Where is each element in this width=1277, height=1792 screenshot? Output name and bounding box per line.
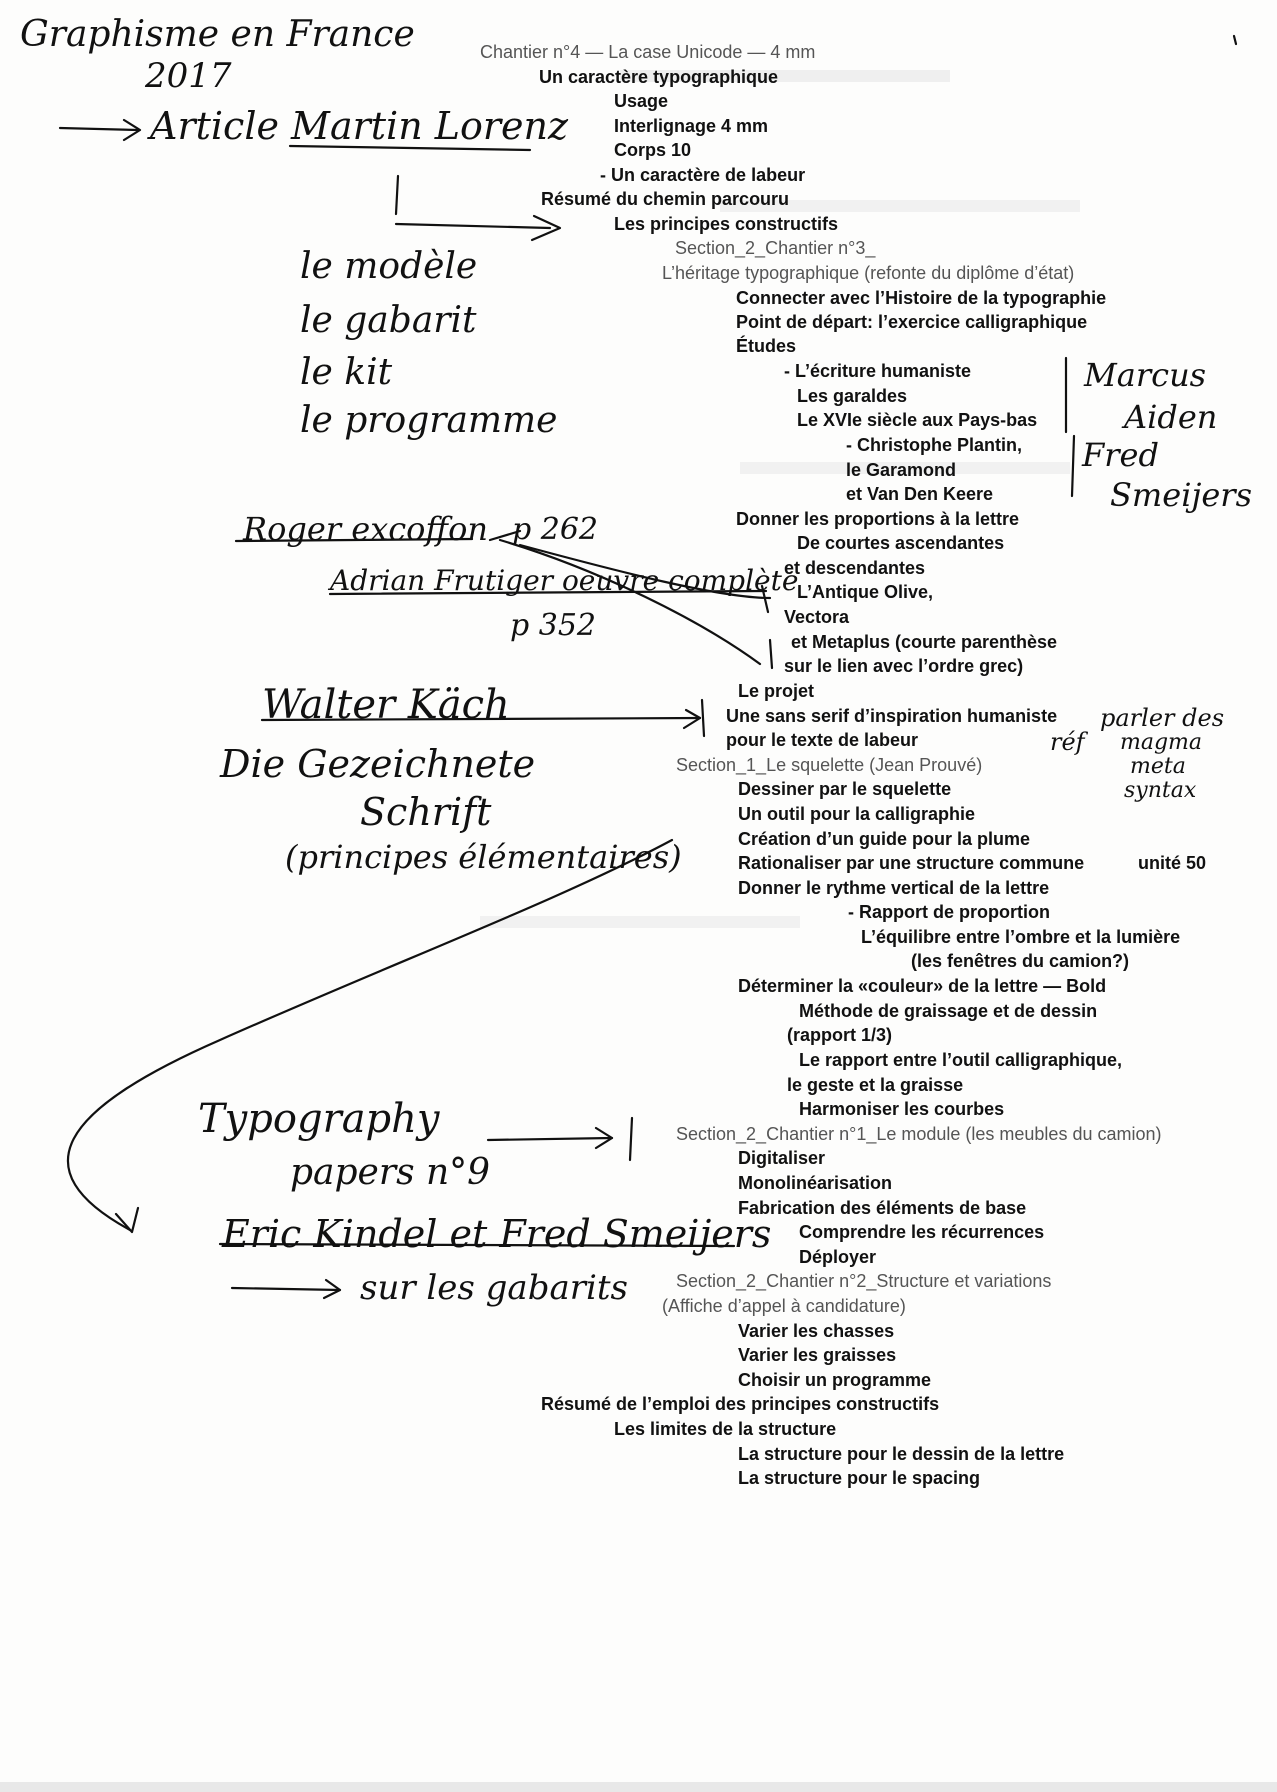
handwritten-margin-note: syntax — [1124, 778, 1197, 803]
outline-line: Une sans serif d’inspiration humaniste — [726, 706, 1058, 726]
handwritten-note: 2017 — [145, 56, 232, 96]
outline-line: L’équilibre entre l’ombre et la lumière — [861, 927, 1181, 947]
section-subheading: (Affiche d’appel à candidature) — [662, 1296, 906, 1316]
outline-line: et Metaplus (courte parenthèse — [791, 632, 1058, 652]
stray-mark — [1234, 36, 1236, 44]
outline-line: Connecter avec l’Histoire de la typographie — [736, 288, 1107, 308]
outline-line: Méthode de graissage et de dessin — [799, 1001, 1098, 1021]
outline-line: Dessiner par le squelette — [738, 779, 952, 799]
page-header: Chantier n°4 — La case Unicode — 4 mm — [480, 42, 816, 62]
outline-line: La structure pour le dessin de la lettre — [738, 1444, 1065, 1464]
handwritten-note: Schrift — [360, 790, 492, 834]
handwritten-margin-note: meta — [1130, 754, 1186, 779]
outline-line: - Rapport de proportion — [848, 902, 1050, 922]
outline-line: Monolinéarisation — [738, 1173, 893, 1193]
handwritten-list-item: le gabarit — [300, 300, 477, 341]
handwritten-margin-note: magma — [1120, 730, 1203, 755]
arrow-stroke — [488, 1138, 612, 1140]
bracket-stroke — [702, 700, 704, 736]
bracket-stroke — [630, 1118, 632, 1160]
handwritten-note: Graphisme en France — [20, 14, 415, 55]
handwritten-list-item: le modèle — [300, 246, 478, 287]
handwritten-margin-note: Fred — [1082, 436, 1159, 474]
outline-line: - Un caractère de labeur — [600, 165, 806, 185]
underline-stroke — [290, 146, 530, 150]
bracket-stroke — [396, 176, 398, 214]
outline-line: Déterminer la «couleur» de la lettre — Bold — [738, 976, 1107, 996]
handwritten-note: p 262 — [512, 512, 599, 547]
arrow-stroke — [262, 718, 700, 720]
outline-line: Varier les graisses — [738, 1345, 897, 1365]
arrow-stroke — [60, 128, 138, 130]
handwritten-note: Walter Käch — [262, 682, 510, 728]
handwritten-margin-note: Marcus — [1084, 356, 1207, 394]
outline-line: le Garamond — [846, 460, 957, 480]
underline-stroke — [330, 591, 766, 594]
section-subheading: L’héritage typographique (refonte du diplôme d’état) — [662, 263, 1075, 283]
outline-line: Le XVIe siècle aux Pays-bas — [797, 410, 1038, 430]
outline-line: Le rapport entre l’outil calligraphique, — [799, 1050, 1123, 1070]
outline-line: et Van Den Keere — [846, 484, 994, 504]
outline-line: pour le texte de labeur — [726, 730, 919, 750]
outline-line: Fabrication des éléments de base — [738, 1198, 1027, 1218]
handwritten-note: Typography — [198, 1096, 440, 1142]
outline-line: - L’écriture humaniste — [784, 361, 972, 381]
outline-line: Un outil pour la calligraphie — [738, 804, 976, 824]
arrow-stroke — [396, 224, 550, 228]
outline-line: Comprendre les récurrences — [799, 1222, 1045, 1242]
outline-line: Les limites de la structure — [614, 1419, 837, 1439]
outline-line: Résumé du chemin parcouru — [541, 189, 790, 209]
section-heading: Section_1_Le squelette (Jean Prouvé) — [676, 755, 983, 775]
arrow-stroke — [232, 1288, 340, 1290]
outline-line: L’Antique Olive, — [797, 582, 934, 602]
outline-line: Les principes constructifs — [614, 214, 839, 234]
handwritten-margin-note: parler des — [1100, 704, 1225, 732]
handwritten-note: Article Martin Lorenz — [150, 104, 568, 148]
handwritten-margin-note: réf — [1050, 728, 1085, 756]
outline-line: La structure pour le spacing — [738, 1468, 981, 1488]
arrow-head — [490, 531, 520, 540]
unit-note: unité 50 — [1138, 853, 1207, 873]
outline-line: Déployer — [799, 1247, 877, 1267]
outline-line: le geste et la graisse — [787, 1075, 964, 1095]
handwritten-list-item: le kit — [300, 352, 393, 393]
outline-line: Rationaliser par une structure commune — [738, 853, 1085, 873]
scan-bottom-edge — [0, 1782, 1277, 1792]
section-heading: Section_2_Chantier n°1_Le module (les meubles du camion) — [676, 1124, 1162, 1144]
outline-line: Varier les chasses — [738, 1321, 895, 1341]
section-heading: Section_2_Chantier n°2_Structure et variations — [676, 1271, 1052, 1291]
outline-line: Digitaliser — [738, 1148, 826, 1168]
outline-line: Usage — [614, 91, 669, 111]
handwritten-note: Die Gezeichnete — [220, 742, 536, 786]
handwritten-margin-note: Aiden — [1124, 398, 1218, 436]
handwritten-note: Adrian Frutiger oeuvre complète — [330, 564, 799, 597]
bracket-stroke — [770, 640, 772, 668]
outline-line: Le projet — [738, 681, 815, 701]
outline-line: Les garaldes — [797, 386, 908, 406]
arrow-stroke — [500, 540, 760, 664]
outline-line: et descendantes — [784, 558, 926, 578]
outline-line: Résumé de l’emploi des principes constructifs — [541, 1394, 940, 1414]
outline-line: - Christophe Plantin, — [846, 435, 1023, 455]
outline-line: Harmoniser les courbes — [799, 1099, 1005, 1119]
handwritten-note: Roger excoffon — [243, 510, 488, 548]
outline-line: (rapport 1/3) — [787, 1025, 893, 1045]
outline-line: Interlignage 4 mm — [614, 116, 769, 136]
handwritten-note: sur les gabarits — [360, 1268, 628, 1308]
handwritten-margin-note: Smeijers — [1110, 476, 1253, 514]
arrow-stroke — [520, 545, 770, 598]
outline-line: Point de départ: l’exercice calligraphique — [736, 312, 1088, 332]
handwritten-note: p 352 — [510, 608, 597, 643]
outline-line: Donner le rythme vertical de la lettre — [738, 878, 1050, 898]
handwritten-note: Eric Kindel et Fred Smeijers — [222, 1212, 772, 1256]
outline-line: De courtes ascendantes — [797, 533, 1005, 553]
outline-line: Donner les proportions à la lettre — [736, 509, 1020, 529]
curve-stroke — [68, 840, 672, 1230]
outline-line: (les fenêtres du camion?) — [911, 951, 1130, 971]
underline-stroke — [236, 539, 472, 541]
underline-stroke — [220, 1244, 734, 1246]
outline-line: Création d’un guide pour la plume — [738, 829, 1031, 849]
handwritten-note: papers n°9 — [290, 1152, 491, 1193]
bracket-stroke — [1072, 436, 1074, 496]
outline-line: sur le lien avec l’ordre grec) — [784, 656, 1024, 676]
outline-line: Corps 10 — [614, 140, 692, 160]
handwritten-list-item: le programme — [300, 400, 558, 441]
outline-line: Un caractère typographique — [539, 67, 779, 87]
outline-line: Choisir un programme — [738, 1370, 932, 1390]
section-heading: Section_2_Chantier n°3_ — [675, 238, 876, 258]
handwritten-note: (principes élémentaires) — [285, 838, 682, 876]
outline-line: Études — [736, 336, 797, 356]
outline-line: Vectora — [784, 607, 850, 627]
